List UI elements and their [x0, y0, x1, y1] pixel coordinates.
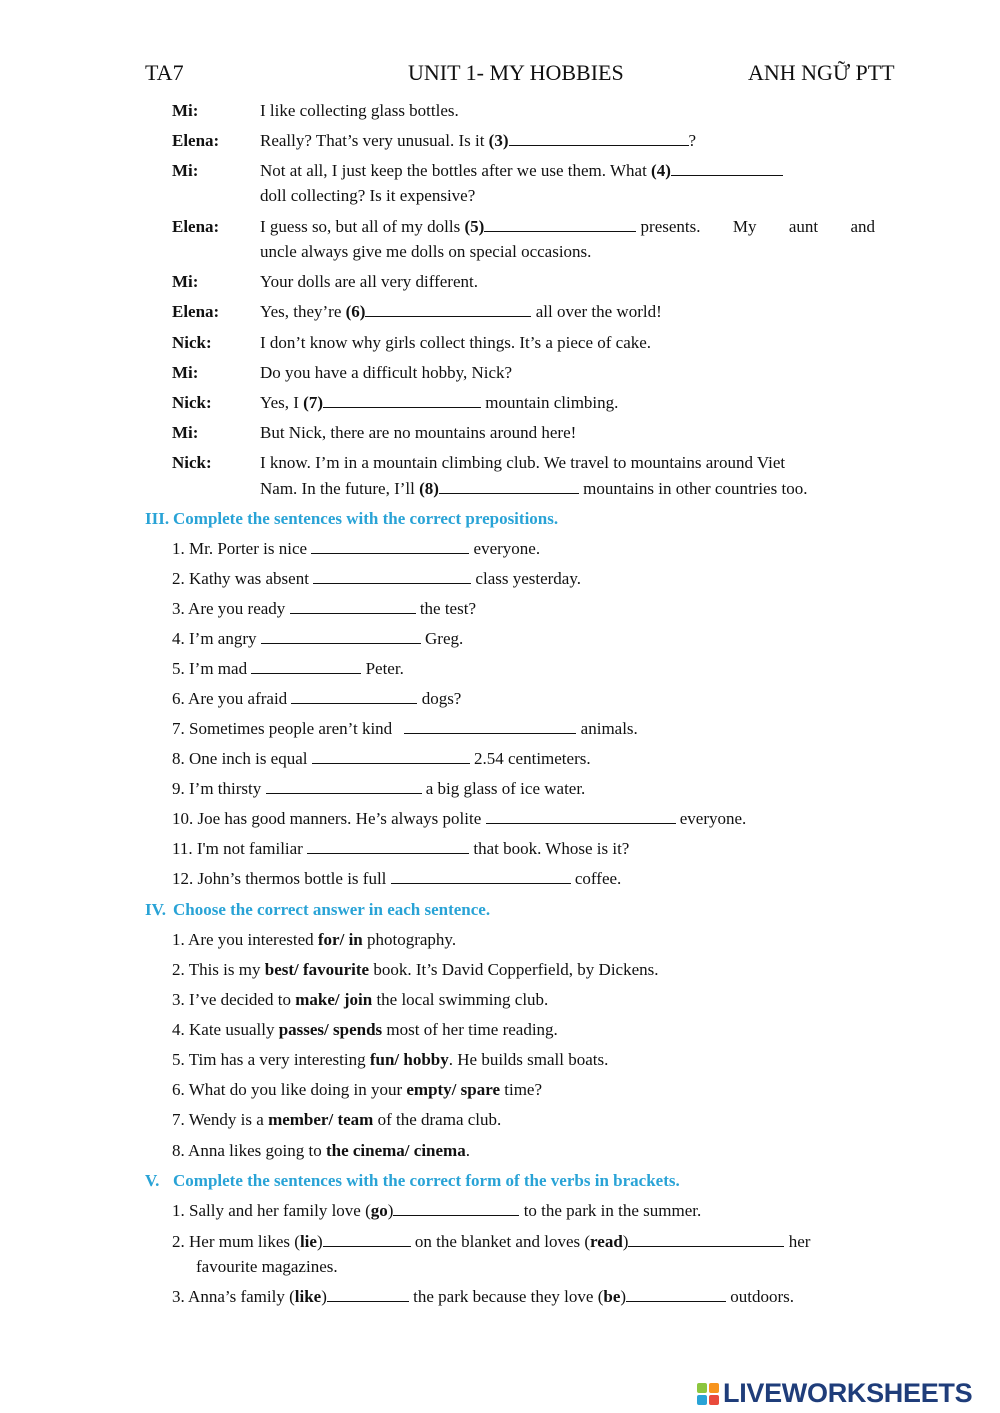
line-text: I guess so, but all of my dolls (5) presents. My aunt and	[260, 217, 875, 236]
list-item: 5. Tim has a very interesting fun/ hobby. He builds small boats.	[172, 1050, 609, 1069]
answer-blank[interactable]	[313, 569, 471, 584]
section-5-heading: V. Complete the sentences with the correct form of the verbs in brackets.	[145, 1171, 680, 1190]
list-item: 3. Are you ready the test?	[172, 599, 476, 618]
line-text: I don’t know why girls collect things. It’s a piece of cake.	[260, 333, 652, 352]
answer-options[interactable]: passes/ spends	[278, 1020, 383, 1039]
line-text: doll collecting? Is it expensive?	[260, 186, 476, 205]
logo-square-orange	[709, 1383, 719, 1393]
line-text: Not at all, I just keep the bottles after we use them. What (4)	[260, 161, 783, 181]
answer-options[interactable]: empty/ spare	[406, 1080, 501, 1099]
list-item-cont: favourite magazines.	[196, 1257, 338, 1276]
answer-blank[interactable]	[323, 1232, 411, 1247]
header-center-name: ANH NGỮ PTT	[748, 60, 895, 85]
liveworksheets-logo[interactable]	[697, 1378, 972, 1409]
header-class: TA7	[145, 60, 184, 85]
list-item: 2. Her mum likes (lie) on the blanket and loves (read) her	[172, 1232, 811, 1251]
answer-blank[interactable]	[291, 689, 417, 704]
answer-blank-7[interactable]	[323, 393, 481, 408]
section-4-heading: IV. Choose the correct answer in each sentence.	[145, 900, 491, 919]
speaker: Mi:	[172, 101, 199, 120]
list-item: 3. Anna’s family (like) the park because they love (be) outdoors.	[172, 1287, 795, 1306]
logo-text: LIVEWORKSHEETS	[723, 1378, 973, 1408]
speaker: Nick:	[172, 453, 212, 472]
answer-blank-3[interactable]	[509, 131, 689, 146]
line-text: But Nick, there are no mountains around here!	[260, 423, 577, 442]
logo-square-red	[709, 1395, 719, 1405]
logo-square-green	[697, 1383, 707, 1393]
section-3-heading: III. Complete the sentences with the correct prepositions.	[145, 509, 559, 528]
answer-blank-6[interactable]	[365, 302, 531, 317]
speaker: Nick:	[172, 393, 212, 412]
list-item: 10. Joe has good manners. He’s always polite everyone.	[172, 809, 747, 828]
answer-options[interactable]: best/ favourite	[264, 960, 370, 979]
answer-blank[interactable]	[486, 809, 676, 824]
answer-blank[interactable]	[312, 749, 470, 764]
answer-blank-5[interactable]	[484, 217, 636, 232]
speaker: Mi:	[172, 363, 199, 382]
speaker: Elena:	[172, 302, 220, 321]
list-item: 4. I’m angry Greg.	[172, 629, 464, 648]
answer-blank[interactable]	[393, 1201, 519, 1216]
list-item: 9. I’m thirsty a big glass of ice water.	[172, 779, 586, 798]
speaker: Nick:	[172, 333, 212, 352]
line-text: Yes, they’re (6) all over the world!	[260, 302, 662, 321]
list-item: 11. I'm not familiar that book. Whose is it?	[172, 839, 630, 858]
answer-blank[interactable]	[307, 839, 469, 854]
answer-blank[interactable]	[311, 539, 469, 554]
line-text: Nam. In the future, I’ll (8) mountains in other countries too.	[260, 479, 808, 498]
speaker: Elena:	[172, 131, 220, 150]
list-item: 8. Anna likes going to the cinema/ cinema.	[172, 1141, 470, 1160]
answer-options[interactable]: make/ join	[295, 990, 373, 1009]
speaker: Mi:	[172, 161, 199, 180]
answer-options[interactable]: member/ team	[268, 1110, 374, 1129]
line-text: I know. I’m in a mountain climbing club. We travel to mountains around Viet	[260, 453, 786, 472]
list-item: 7. Wendy is a member/ team of the drama club.	[172, 1110, 502, 1129]
header-unit-title: UNIT 1- MY HOBBIES	[408, 60, 624, 85]
answer-blank[interactable]	[290, 599, 416, 614]
speaker: Elena:	[172, 217, 220, 236]
list-item: 1. Mr. Porter is nice everyone.	[172, 539, 541, 558]
line-text: Yes, I (7) mountain climbing.	[260, 393, 619, 412]
answer-blank[interactable]	[266, 779, 422, 794]
list-item: 2. Kathy was absent class yesterday.	[172, 569, 581, 588]
answer-blank[interactable]	[404, 719, 576, 734]
list-item: 6. Are you afraid dogs?	[172, 689, 462, 708]
list-item: 5. I’m mad Peter.	[172, 659, 404, 678]
line-text: Your dolls are all very different.	[260, 272, 478, 291]
answer-blank[interactable]	[628, 1232, 784, 1247]
answer-blank-4[interactable]	[671, 161, 783, 176]
list-item: 7. Sometimes people aren’t kind animals.	[172, 719, 638, 738]
answer-blank[interactable]	[261, 629, 421, 644]
speaker: Mi:	[172, 423, 199, 442]
answer-blank[interactable]	[626, 1287, 726, 1302]
list-item: 4. Kate usually passes/ spends most of her time reading.	[172, 1020, 558, 1039]
answer-blank-8[interactable]	[439, 479, 579, 494]
list-item: 12. John’s thermos bottle is full coffee.	[172, 869, 622, 888]
line-text: uncle always give me dolls on special occasions.	[260, 242, 592, 261]
line-text: Do you have a difficult hobby, Nick?	[260, 363, 513, 382]
list-item: 8. One inch is equal 2.54 centimeters.	[172, 749, 591, 768]
list-item: 1. Sally and her family love (go) to the park in the summer.	[172, 1201, 702, 1220]
answer-options[interactable]: the cinema/ cinema	[325, 1141, 466, 1160]
answer-options[interactable]: for/ in	[317, 930, 363, 949]
answer-blank[interactable]	[327, 1287, 409, 1302]
logo-icon	[697, 1383, 719, 1405]
answer-options[interactable]: fun/ hobby	[369, 1050, 449, 1069]
line-text: I like collecting glass bottles.	[260, 101, 459, 120]
answer-blank[interactable]	[391, 869, 571, 884]
speaker: Mi:	[172, 272, 199, 291]
answer-blank[interactable]	[251, 659, 361, 674]
list-item: 2. This is my best/ favourite book. It’s David Copperfield, by Dickens.	[172, 960, 659, 979]
logo-square-blue	[697, 1395, 707, 1405]
line-text: Really? That’s very unusual. Is it (3) ?	[260, 131, 697, 150]
list-item: 6. What do you like doing in your empty/ spare time?	[172, 1080, 543, 1099]
list-item: 1. Are you interested for/ in photography.	[172, 930, 457, 949]
list-item: 3. I’ve decided to make/ join the local swimming club.	[172, 990, 549, 1009]
